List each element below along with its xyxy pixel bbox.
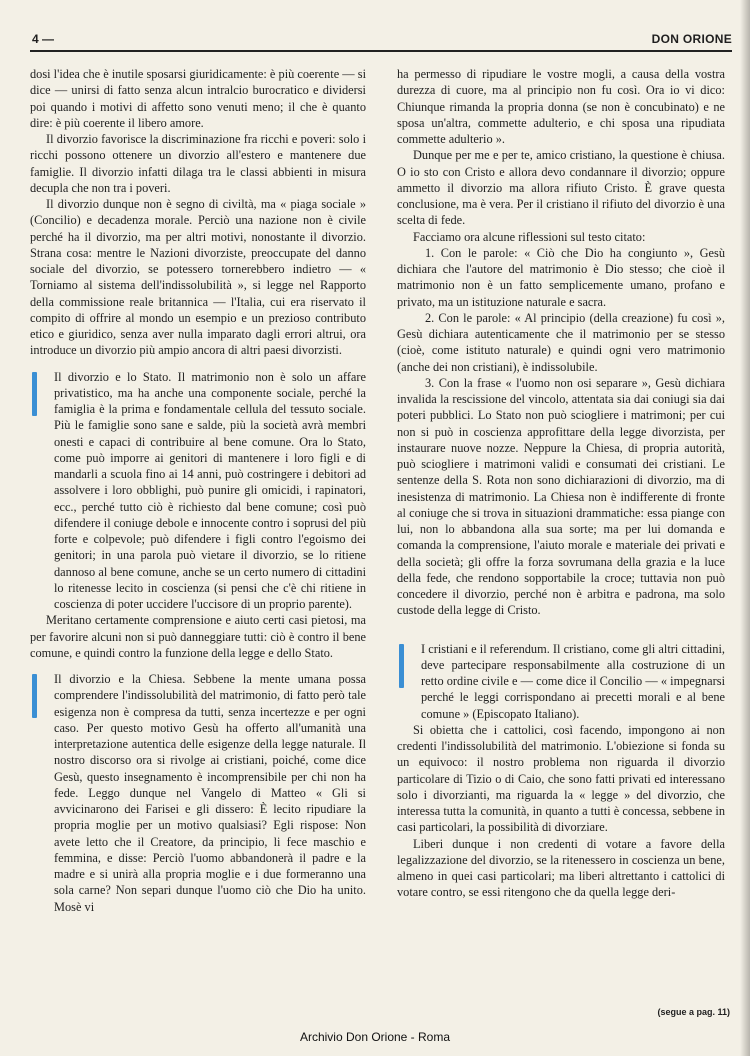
left-column — [30, 66, 366, 915]
section-church — [30, 671, 366, 915]
section-state — [30, 369, 366, 662]
archive-caption: Archivio Don Orione - Roma — [299, 1030, 451, 1044]
section-lead-text: I cristiani e il referendum. Il cristiano, come gli altri cittadini, deve partecipare responsabilmente alla costruzione di un retto ordine civile e — come dice il Concilio — « impegnarsi perché le leggi corrispondano ai precetti morali e al bene comune » (Episcopato Italiano). — [421, 641, 725, 721]
magazine-title: DON ORIONE — [651, 32, 732, 46]
list-item: 3. Con la frase « l'uomo non osi separare », Gesù dichiara invalida la rescissione del vincolo, attentata sia dai coniugi sia dai poteri pubblici. Lo Stato non può sciogliere i matrimoni; per cui non si può in coscienza approfittare della legge divorzista, per instaurare nuove nozze. Neppure la Chiesa, di propria autorità, può sciogliere i matrimoni validi e consumati dei cristiani. Le sentenze della S. Rota non sono dichiarazioni di divorzio, ma di inesistenza di matrimonio. La Chiesa non è indifferente di fronte al coniuge che si trova in situazioni drammatiche: essa piange con lui, non lo abbandona alla sua sorte; ma per lui domanda e comanda la comprensione, l'aiuto morale e materiale dei privati e della società; gli offre la forza sovrumana della grazia e la luce della fede, che rendono sopportabile la croce; tuttavia non può concedere il divorzio, perché non è arbitra e padrona, ma solo custode della legge di Cristo. — [397, 375, 725, 618]
right-column — [397, 66, 725, 901]
paragraph: Meritano certamente comprensione e aiuto certi casi pietosi, ma per favorire alcuni non si può danneggiare tutti: ciò è contro il bene comune, e quindi contro la funzione della legge e dello Stato. — [30, 613, 366, 660]
section-lead-text: Il divorzio e la Chiesa. Sebbene la mente umana possa comprendere l'indissolubilità del matrimonio, di fatto però tale esigenza non è compresa da tutti, senza incertezze e per ogni caso. Per questo motivo Gesù ha offerto all'umanità una interpretazione autentica delle esigenze della legge naturale. Il nostro discorso ora si rivolge ai cristiani, poiché, come dice Gesù, questo insegnamento è incomprensibile per chi non ha fede. Leggo dunque nel Vangelo di Matteo « Gli si avvicinarono dei Farisei e gli dissero: È lecito ripudiare la propria moglie per un motivo qualsiasi? Egli rispose: Non avete letto che il Creatore, da principio, li fece maschio e femmina, e disse: Perciò l'uomo abbandonerà il padre e la madre e si unirà alla propria moglie e i due formeranno una sola carne? Non separi dunque l'uomo ciò che Dio ha unito. Mosè vi — [54, 672, 366, 914]
paragraph: dosi l'idea che è inutile sposarsi giuridicamente: è più coerente — si dice — unirsi di fatto senza alcun intralcio burocratico e dividersi poi quando i motivi di affetto sono venuti meno; il che è quanto dire: è più coerente il libero amore. — [30, 67, 366, 130]
section-accent-rule — [399, 644, 404, 688]
page-header — [30, 28, 732, 52]
section-accent-rule — [32, 674, 37, 718]
paragraph: Facciamo ora alcune riflessioni sul testo citato: — [413, 229, 646, 244]
section-lead — [30, 671, 366, 915]
paragraph: Il divorzio dunque non è segno di civiltà, ma « piaga sociale » (Concilio) e decadenza morale. Perciò una nazione non è civile perché ha il divorzio, ma per altri motivi, nonostante il divorzio. Strana cosa: mentre le Nazioni divorziste, preoccupate del danno sociale del divorzio, se potessero tornerebbero indietro — « Torniamo al sistema dell'indissolubilità », si legge nel Rapporto della commissione reale britannica — l'Italia, cui era riservato il compito di offrire al mondo un esempio e un prezioso contributo etico e giuridico, senza aver nulla imparato dagli errori altrui, ora introduce un divorzio più ampio ancora di altri paesi divorzisti. — [30, 197, 366, 358]
paragraph: Si obietta che i cattolici, così facendo, impongono ai non credenti l'indissolubilità del matrimonio. L'obiezione si fonda su un equivoco: il nostro problema non riguarda il divorzio particolare di Tizio o di Caio, che sono fatti privati ed interessano solo i divorzianti, ma riguarda la « legge » del divorzio, che interessa tutta la comunità, in quanto a tutti è concessa, sebbene in casi particolari, la possibilità di divorziare. — [397, 722, 725, 835]
section-lead — [30, 369, 366, 613]
paragraph: Il divorzio favorisce la discriminazione fra ricchi e poveri: solo i ricchi possono ottenere un divorzio all'estero e mantenere due famiglie. Il divorzio infatti dilaga tra le classi abbienti in misura decupla che non tra i poveri. — [30, 132, 366, 195]
section-referendum — [397, 641, 725, 901]
page-edge-shadow — [740, 0, 750, 1056]
list-item: 1. Con le parole: « Ciò che Dio ha congiunto », Gesù dichiara che l'autore del matrimonio è Dio stesso; che cioè il matrimonio non è un fatto semplicemente umano, profano e privato, ma un istituzione naturale e sacra. — [397, 245, 725, 309]
reflections-list — [397, 245, 725, 619]
continued-note: (segue a pag. 11) — [657, 1007, 730, 1017]
paragraph: Liberi dunque i non credenti di votare a favore della legalizzazione del divorzio, se la ritenessero in coscienza un bene, almeno in quei casi particolari; ma liberi altrettanto i cattolici di votare contro, se essi ritengono che da quella legge deri- — [397, 836, 725, 900]
section-accent-rule — [32, 372, 37, 416]
paragraph: ha permesso di ripudiare le vostre mogli, a causa della vostra durezza di cuore, ma al principio non fu così. Ora io vi dico: Chiunque rimanda la propria donna (se non è concubinato) e ne sposa un'altra, commette adulterio, e chi sposa una ripudiata commette adulterio ». — [397, 67, 725, 146]
paragraph: Dunque per me e per te, amico cristiano, la questione è chiusa. O io sto con Cristo e allora devo condannare il divorzio; oppure ammetto il divorzio ma allora rifiuto Cristo. È grave questa conclusione, ma è vera. Per il cristiano il rifiuto del divorzio è una scelta di fede. — [397, 148, 725, 228]
page-number: 4 — — [32, 32, 55, 46]
list-item: 2. Con le parole: « Al principio (della creazione) fu così », Gesù dichiara autenticamente che il matrimonio per se stesso (cioè, come istituto naturale) e quindi ogni vero matrimonio (anche dei non cristiani), è indissolubile. — [397, 310, 725, 374]
section-lead — [397, 641, 725, 722]
section-lead-text: Il divorzio e lo Stato. Il matrimonio non è solo un affare privatistico, ma ha anche una componente sociale, perché la famiglia è la prima e fondamentale cellula del tessuto sociale. Più le famiglie sono sane e salde, più la società avrà membri onesti e capaci di contribuire al bene comune. Ora lo Stato, come può imporre ai genitori di mantenere i loro figli e di mandarli a scuola fino ai 14 anni, può costringere i debitori ad assolvere i loro obblighi, può punire gli omicidi, i rapinatori, ecc., perché tutto ciò è richiesto dal bene comune; così può difendere il coniuge debole e innocente contro i soprusi del più forte e colpevole; può difendere i figli contro l'egoismo dei genitori; in una parola può vietare il divorzio, se lo ritiene dannoso al bene comune, anche se un certo numero di cittadini lo ritenesse lecito in coscienza (si pensi che c'è chi ritiene in coscienza di poter uccidere l'uccisore di un proprio parente). — [54, 369, 366, 611]
